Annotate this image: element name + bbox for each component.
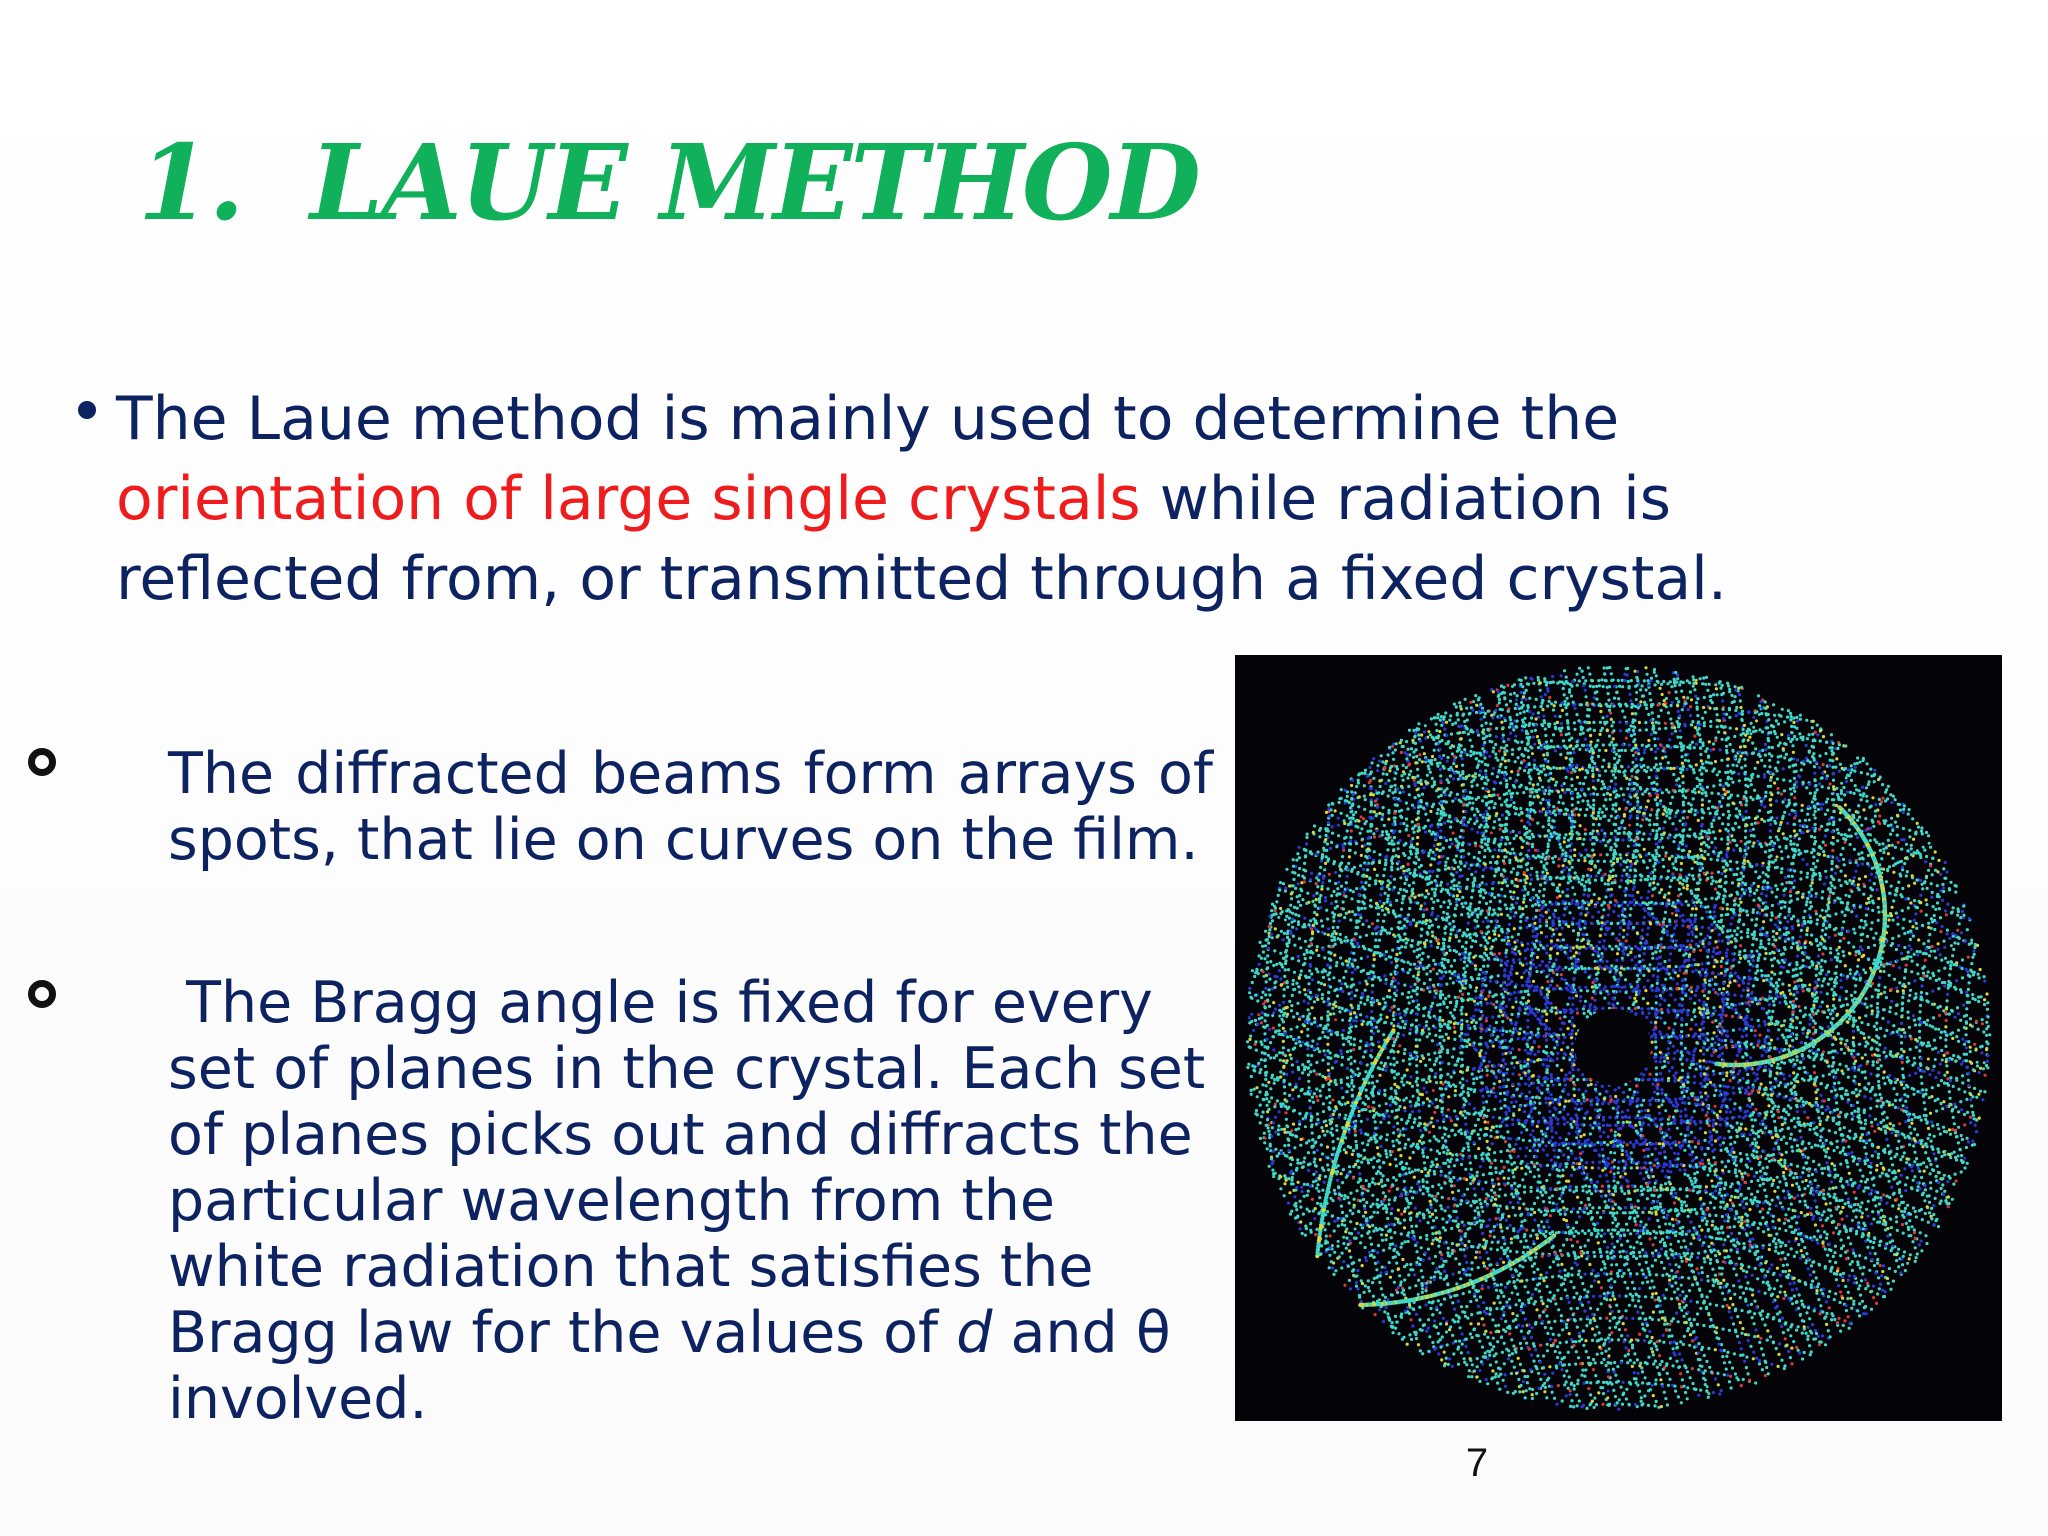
page-number: 7 xyxy=(1465,1441,1489,1485)
ring-bullet-icon xyxy=(28,748,56,776)
point-bragg-angle xyxy=(168,970,1228,1432)
intro-text xyxy=(116,379,1798,619)
word: The xyxy=(168,741,275,807)
title-text: LAUE METHOD xyxy=(310,121,1199,244)
laue-diffraction-pattern-icon xyxy=(1235,655,2002,1421)
intro-before: The Laue method is mainly used to determine the xyxy=(116,384,1620,454)
point-2-end: and θ involved. xyxy=(168,1300,1171,1432)
laue-pattern-image xyxy=(1235,655,2002,1421)
word: form xyxy=(803,741,937,807)
word: arrays xyxy=(957,741,1137,807)
bullet-dot-icon xyxy=(78,401,96,419)
point-1-line-2: spots, that lie on curves on the film. xyxy=(168,807,1199,873)
word: of xyxy=(1158,741,1213,807)
point-1-line-1 xyxy=(168,741,1213,807)
point-2-text: The Bragg angle is fixed for every set of planes in the crystal. Each set of planes picks out and diffracts the particular wavelength from the white radiation that satisfies the Bragg law for the values of xyxy=(168,970,1224,1366)
intro-highlight: orientation of large single crystals xyxy=(116,464,1141,534)
word: beams xyxy=(590,741,783,807)
title-number: 1. xyxy=(138,121,243,244)
ring-bullet-icon xyxy=(28,980,56,1008)
point-diffracted-beams xyxy=(168,741,1213,873)
intro-after: while radiation is reflected from, or transmitted through a fixed crystal. xyxy=(116,464,1727,614)
slide-title xyxy=(138,118,1199,248)
d-symbol: d xyxy=(956,1300,993,1366)
intro-bullet xyxy=(78,379,1798,619)
word: diffracted xyxy=(295,741,570,807)
